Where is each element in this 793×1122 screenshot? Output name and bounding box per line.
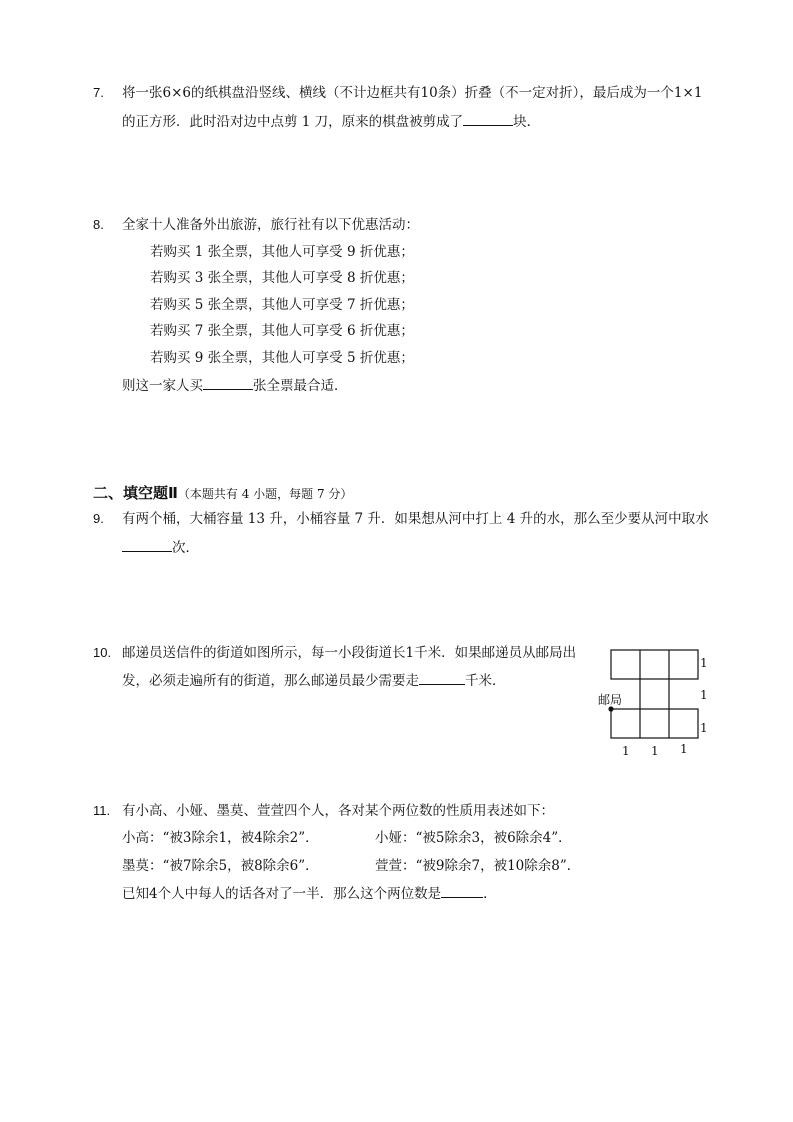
- q11-question-b: ．: [483, 886, 497, 902]
- q7-number: 7.: [93, 85, 104, 100]
- q7-text-line1: 将一张6×6的纸棋盘沿竖线、横线（不计边框共有10条）折叠（不一定对折），最后成为一个1×1: [122, 85, 703, 101]
- q8-question: [122, 375, 348, 396]
- right-length-label-1: 1: [700, 656, 708, 670]
- q11-statement-xiaogao: 小高：“被3除余1，被4除余2”．: [122, 830, 319, 846]
- right-length-label-3: 1: [700, 721, 708, 735]
- q8-offer-5: 若购买 9 张全票，其他人可享受 5 折优惠；: [150, 350, 414, 366]
- q8-question-a: 则这一家人买: [122, 378, 203, 394]
- q11-question-a: 已知4个人中每人的话各对了一半．那么这个两位数是: [122, 886, 442, 902]
- q10-text-line2-b: 千米．: [465, 673, 506, 689]
- section2-heading: [93, 483, 352, 504]
- q10-text-line2-a: 发，必须走遍所有的街道，那么邮递员最少需要走: [122, 673, 419, 689]
- q7-text-line2-a: 的正方形．此时沿对边中点剪 1 刀，原来的棋盘被剪成了: [122, 114, 464, 130]
- top-row-outline: [611, 650, 698, 679]
- q8-number: 8.: [93, 217, 104, 232]
- q9-number: 9.: [93, 511, 104, 526]
- q10-number: 10.: [93, 645, 112, 660]
- q9-answer-blank[interactable]: [122, 537, 172, 552]
- post-office-label: 邮局: [598, 693, 623, 707]
- q11-number: 11.: [93, 803, 111, 818]
- q8-offer-1: 若购买 1 张全票，其他人可享受 9 折优惠；: [150, 244, 414, 260]
- q8-answer-blank[interactable]: [203, 375, 253, 390]
- q8-offer-4: 若购买 7 张全票，其他人可享受 6 折优惠；: [150, 323, 414, 339]
- q11-statement-xiaoya: 小娅：“被5除余3，被6除余4”．: [375, 830, 572, 846]
- q9-text-line1: 有两个桶，大桶容量 13 升，小桶容量 7 升．如果想从河中打上 4 升的水，那么至少要从河中取水: [122, 511, 709, 527]
- q9-text-line2: [122, 537, 199, 558]
- section2-title: 二、填空题Ⅱ: [93, 484, 178, 502]
- q10-text-line1: 邮递员送信件的街道如图所示，每一小段街道长1千米．如果邮递员从邮局出: [122, 645, 577, 661]
- bottom-length-label-3: 1: [680, 742, 688, 756]
- q8-offer-2: 若购买 3 张全票，其他人可享受 8 折优惠；: [150, 270, 414, 286]
- q7-answer-blank[interactable]: [463, 111, 513, 126]
- bottom-length-label-2: 1: [651, 744, 659, 758]
- q7-text-line2: [122, 111, 540, 132]
- q8-offer-3: 若购买 5 张全票，其他人可享受 7 折优惠；: [150, 297, 414, 313]
- q11-intro: 有小高、小娅、墨莫、萱萱四个人，各对某个两位数的性质用表述如下：: [122, 803, 554, 819]
- q11-statement-momo: 墨莫：“被7除余5，被8除余6”．: [122, 858, 319, 874]
- q7-text-line2-b: 块．: [513, 114, 541, 130]
- q9-text-line2-b: 次．: [172, 540, 199, 556]
- q10-text-line2: [122, 670, 506, 691]
- street-map-figure: [590, 640, 720, 765]
- q11-question: [122, 883, 497, 904]
- section2-note: （本题共有 4 小题，每题 7 分）: [177, 487, 353, 501]
- q10-answer-blank[interactable]: [419, 670, 465, 685]
- post-office-marker: [608, 706, 613, 711]
- q8-question-b: 张全票最合适．: [253, 378, 348, 394]
- street-grid: [611, 650, 698, 738]
- bottom-length-label-1: 1: [622, 744, 630, 758]
- q11-answer-blank[interactable]: [441, 883, 483, 898]
- bottom-row-outline: [611, 709, 698, 738]
- right-length-label-2: 1: [700, 688, 708, 702]
- q8-intro: 全家十人准备外出旅游，旅行社有以下优惠活动：: [122, 217, 419, 233]
- q11-statement-xuanxuan: 萱萱：“被9除余7，被10除余8”．: [375, 858, 581, 874]
